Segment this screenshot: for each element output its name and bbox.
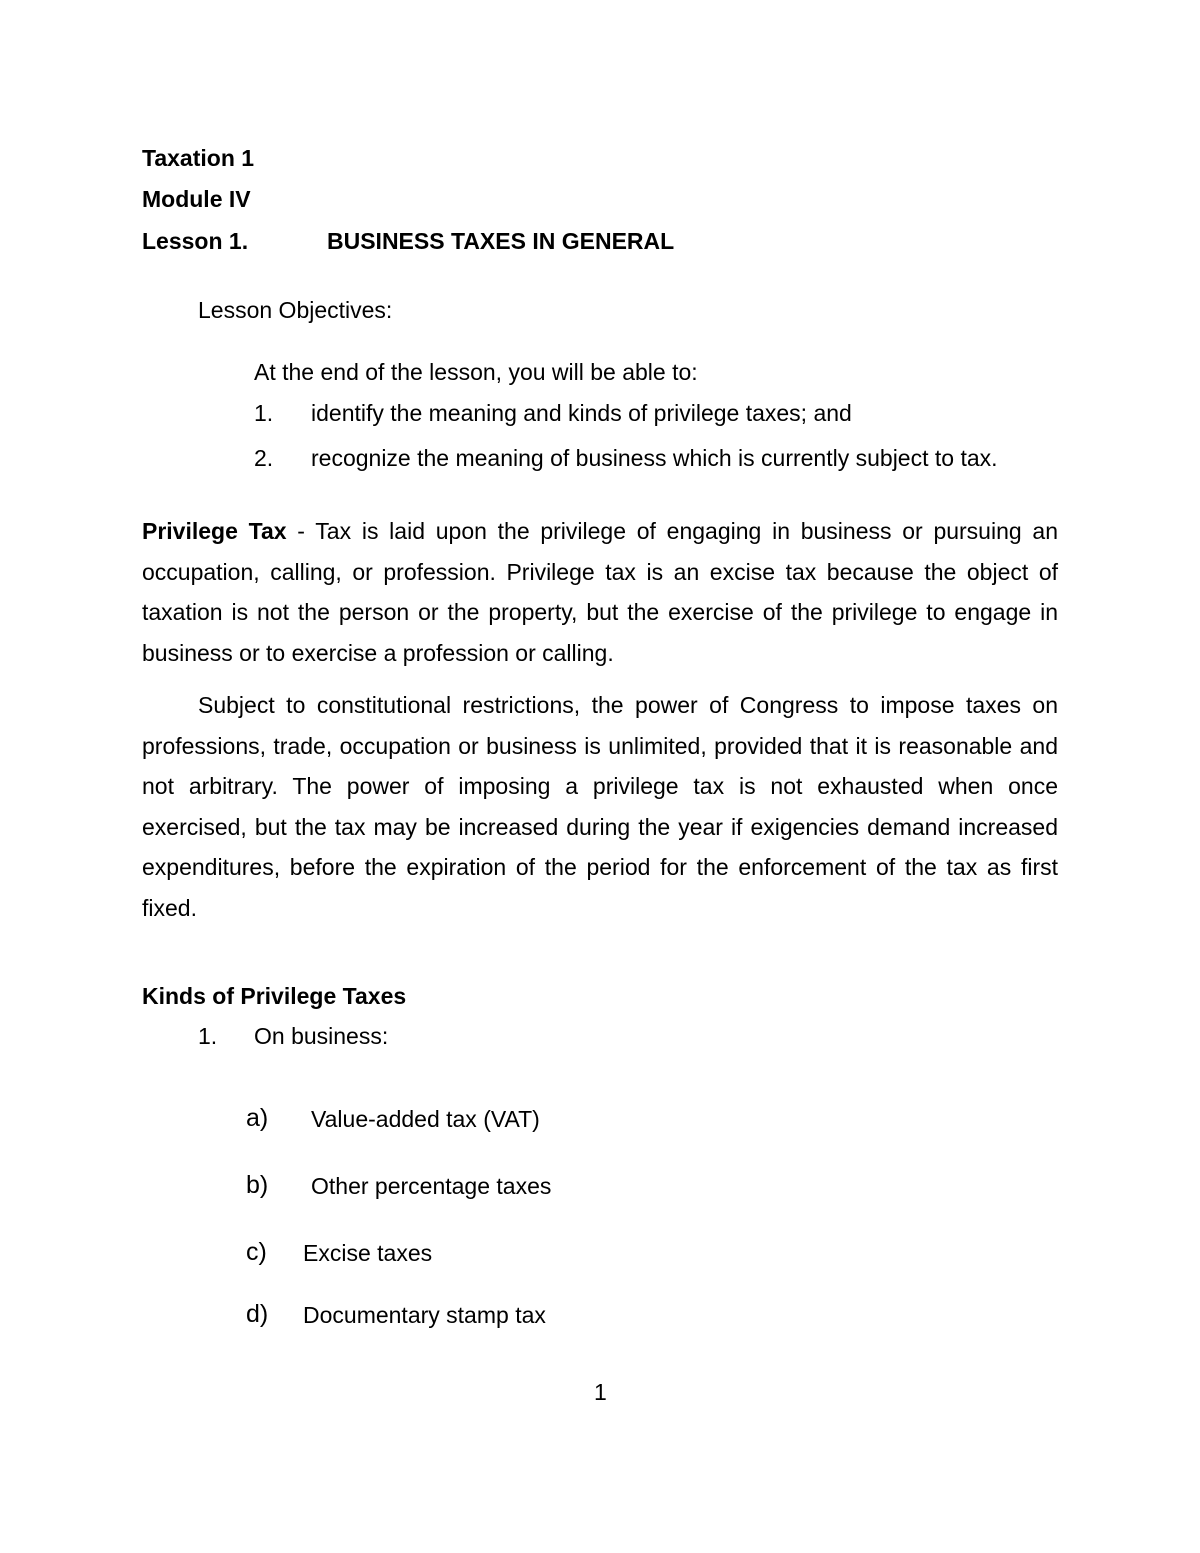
lesson-title: BUSINESS TAXES IN GENERAL	[327, 228, 675, 254]
kind-marker: c)	[246, 1238, 267, 1266]
kinds-category-marker: 1.	[198, 1023, 218, 1049]
kind-text: Documentary stamp tax	[303, 1302, 546, 1328]
objectives-heading: Lesson Objectives:	[198, 297, 393, 323]
objectives-intro: At the end of the lesson, you will be able to:	[254, 359, 698, 385]
privilege-tax-paragraph	[142, 511, 1058, 673]
kind-text: Value-added tax (VAT)	[311, 1106, 540, 1132]
page-number: 1	[594, 1379, 607, 1405]
kind-marker: d)	[246, 1300, 269, 1328]
kinds-category-text: On business:	[254, 1023, 389, 1049]
lesson-number: Lesson 1.	[142, 228, 249, 254]
module-title: Module IV	[142, 186, 251, 212]
objective-text: identify the meaning and kinds of privilege taxes; and	[311, 400, 852, 426]
objective-marker: 1.	[254, 400, 274, 426]
objective-marker: 2.	[254, 445, 274, 471]
course-title: Taxation 1	[142, 145, 255, 171]
congress-paragraph: Subject to constitutional restrictions, the power of Congress to impose taxes on professions, trade, occupation or business is unlimited, provided that it is reasonable and not arbitrary. The power of imposing a privilege tax is not exhausted when once exercised, but the tax may be increased during the year if exigencies demand increased expenditures, before the expiration of the period for the enforcement of the tax as first fixed.	[142, 692, 1058, 921]
privilege-tax-definition: - Tax is laid upon the privilege of engaging in business or pursuing an occupation, calling, or profession. Privilege tax is an excise tax because the object of taxation is not the person or the property, but the exercise of the privilege to engage in business or to exercise a profession or calling.	[142, 518, 1058, 666]
kind-marker: a)	[246, 1104, 269, 1132]
kind-text: Excise taxes	[303, 1240, 433, 1266]
kind-marker: b)	[246, 1171, 269, 1199]
objective-text: recognize the meaning of business which is currently subject to tax.	[311, 445, 998, 471]
kinds-heading: Kinds of Privilege Taxes	[142, 983, 407, 1009]
privilege-tax-term: Privilege Tax	[142, 518, 287, 544]
kind-text: Other percentage taxes	[311, 1173, 552, 1199]
